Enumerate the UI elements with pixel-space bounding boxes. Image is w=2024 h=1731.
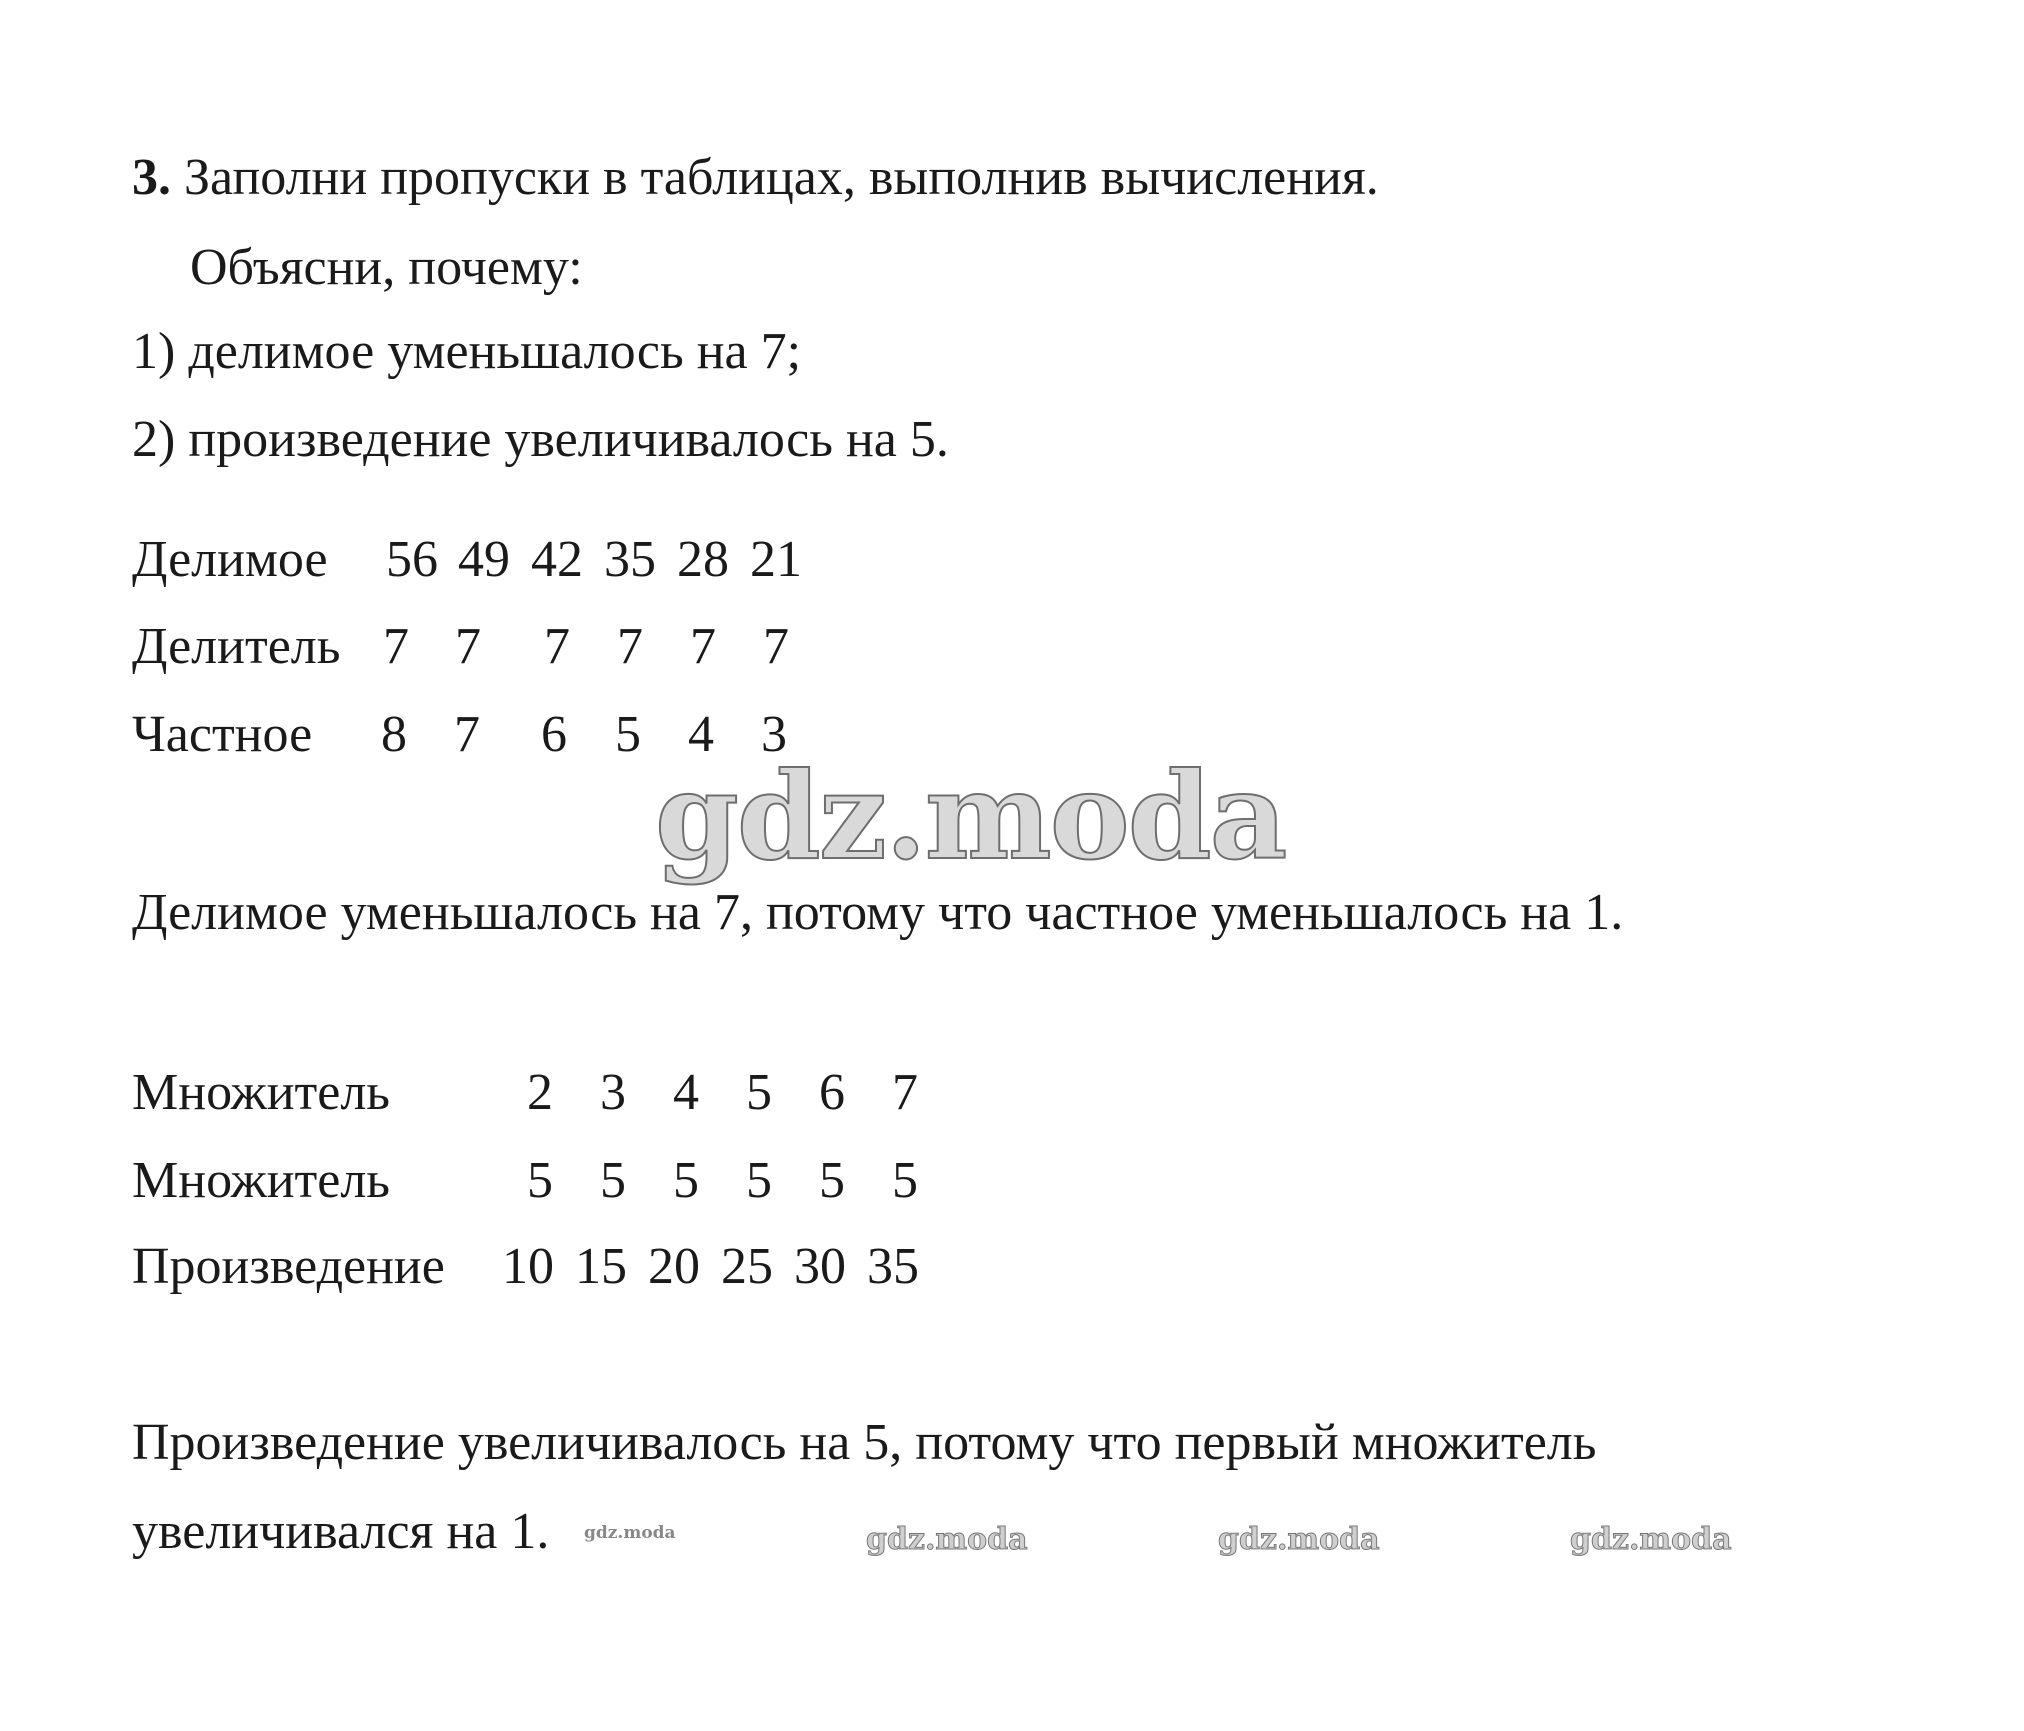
- task-prompt: Объясни, почему:: [190, 239, 583, 296]
- cell: 7: [690, 618, 716, 675]
- row-label: Делимое: [132, 531, 328, 588]
- table1-explanation: Делимое уменьшалось на 7, потому что частное уменьшалось на 1.: [132, 884, 1624, 941]
- cell: 6: [819, 1064, 845, 1121]
- cell: 35: [867, 1238, 919, 1295]
- cell: 4: [688, 706, 714, 763]
- table2-row-factor-2: [132, 1151, 952, 1211]
- watermark-small: gdz.moda: [866, 1522, 1028, 1557]
- cell: 2: [527, 1064, 553, 1121]
- cell: 5: [746, 1064, 772, 1121]
- cell: 6: [541, 706, 567, 763]
- watermark-small: gdz.moda: [1218, 1522, 1380, 1557]
- cell: 5: [819, 1152, 845, 1209]
- cell: 7: [892, 1064, 918, 1121]
- task-heading: [132, 148, 1379, 208]
- cell: 7: [383, 618, 409, 675]
- cell: 56: [386, 531, 438, 588]
- table2-row-factor-1: [132, 1063, 952, 1123]
- cell: 8: [381, 706, 407, 763]
- row-label: Делитель: [132, 618, 341, 675]
- table1-row-divisor: [132, 617, 852, 677]
- cell: 7: [455, 618, 481, 675]
- cell: 28: [677, 531, 729, 588]
- cell: 7: [763, 618, 789, 675]
- row-label: Произведение: [132, 1238, 445, 1295]
- cell: 42: [531, 531, 583, 588]
- row-label: Множитель: [132, 1152, 390, 1209]
- cell: 5: [892, 1152, 918, 1209]
- cell: 5: [746, 1152, 772, 1209]
- cell: 3: [761, 706, 787, 763]
- cell: 25: [721, 1238, 773, 1295]
- row-label: Множитель: [132, 1064, 390, 1121]
- cell: 7: [617, 618, 643, 675]
- cell: 5: [527, 1152, 553, 1209]
- cell: 10: [502, 1238, 554, 1295]
- watermark-tiny: gdz.moda: [584, 1523, 676, 1543]
- table2-explanation-line1: Произведение увеличивалось на 5, потому что первый множитель: [132, 1414, 1597, 1471]
- cell: 7: [454, 706, 480, 763]
- cell: 5: [615, 706, 641, 763]
- table1-row-dividend: [132, 530, 852, 590]
- task-number: 3.: [132, 149, 171, 206]
- cell: 3: [600, 1064, 626, 1121]
- table2-explanation-line2: увеличивался на 1.: [132, 1503, 550, 1560]
- cell: 5: [673, 1152, 699, 1209]
- cell: 20: [648, 1238, 700, 1295]
- table2-row-product: [132, 1237, 952, 1297]
- cell: 35: [604, 531, 656, 588]
- cell: 21: [750, 531, 802, 588]
- cell: 30: [794, 1238, 846, 1295]
- cell: 5: [600, 1152, 626, 1209]
- task-item-2: 2) произведение увеличивалось на 5.: [132, 411, 949, 468]
- cell: 15: [575, 1238, 627, 1295]
- cell: 49: [458, 531, 510, 588]
- cell: 7: [544, 618, 570, 675]
- task-item-1: 1) делимое уменьшалось на 7;: [132, 323, 802, 380]
- row-label: Частное: [132, 706, 313, 763]
- watermark-main: gdz.moda: [655, 746, 1286, 887]
- cell: 4: [673, 1064, 699, 1121]
- watermark-small: gdz.moda: [1570, 1522, 1732, 1557]
- task-title: Заполни пропуски в таблицах, выполнив вычисления.: [184, 149, 1379, 206]
